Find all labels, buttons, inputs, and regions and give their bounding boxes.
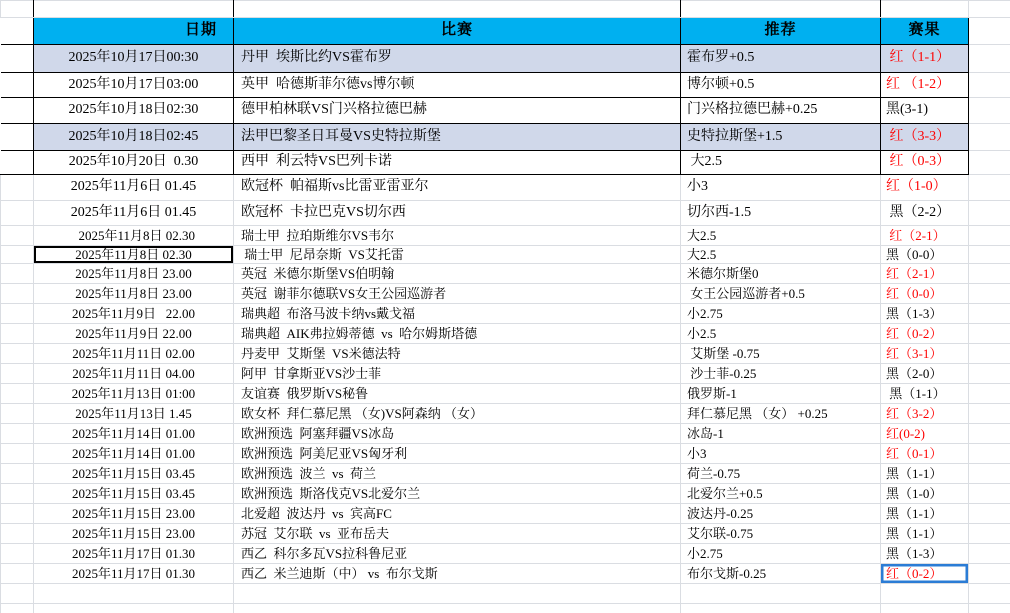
- result-cell[interactable]: 红(0-2): [881, 424, 969, 444]
- match-row: [1, 304, 1010, 324]
- match-cell[interactable]: 瑞典超 AIK弗拉姆蒂德 vs 哈尔姆斯塔德: [234, 324, 681, 344]
- date-cell[interactable]: 2025年11月14日 01.00: [34, 444, 234, 464]
- date-cell[interactable]: 2025年11月8日 23.00: [34, 264, 234, 284]
- header-row: [1, 18, 1010, 45]
- empty-cell[interactable]: [969, 524, 1010, 544]
- date-cell[interactable]: 2025年11月8日 02.30: [34, 246, 234, 264]
- empty-cell[interactable]: [969, 124, 1010, 151]
- empty-cell[interactable]: [34, 584, 234, 604]
- match-row: [1, 404, 1010, 424]
- empty-cell[interactable]: [969, 364, 1010, 384]
- tip-cell[interactable]: 冰岛-1: [681, 424, 881, 444]
- result-cell[interactable]: 红 （1-2）: [881, 73, 969, 98]
- empty-cell[interactable]: [881, 604, 969, 613]
- empty-cell[interactable]: [969, 98, 1010, 124]
- result-cell[interactable]: 黑（1-1）: [881, 384, 969, 404]
- date-cell[interactable]: 2025年10月20日 0.30: [34, 151, 234, 175]
- row-margin-cell[interactable]: [1, 264, 34, 284]
- result-cell[interactable]: 红（0-3）: [881, 151, 969, 175]
- header-match[interactable]: 比赛: [234, 18, 681, 45]
- tip-cell[interactable]: 布尔戈斯-0.25: [681, 564, 881, 584]
- row-margin-cell[interactable]: [1, 524, 34, 544]
- empty-cell[interactable]: [969, 324, 1010, 344]
- empty-cell[interactable]: [969, 384, 1010, 404]
- row-margin-cell[interactable]: [1, 45, 34, 73]
- empty-cell[interactable]: [234, 604, 681, 613]
- match-cell[interactable]: 瑞士甲 拉珀斯维尔VS韦尔: [234, 226, 681, 246]
- tip-cell[interactable]: 大2.5: [681, 151, 881, 175]
- match-row: [1, 364, 1010, 384]
- date-cell[interactable]: 2025年11月6日 01.45: [34, 201, 234, 226]
- cell-a-header[interactable]: [1, 18, 34, 45]
- empty-cell[interactable]: [234, 584, 681, 604]
- empty-cell[interactable]: [969, 151, 1010, 175]
- cell-date-top[interactable]: [34, 1, 234, 18]
- empty-cell[interactable]: [969, 584, 1010, 604]
- match-row: [1, 484, 1010, 504]
- result-cell[interactable]: 红（0-2）: [881, 324, 969, 344]
- empty-cell[interactable]: [881, 584, 969, 604]
- match-cell[interactable]: 苏冠 艾尔联 vs 亚布岳夫: [234, 524, 681, 544]
- result-cell[interactable]: 红（3-1）: [881, 344, 969, 364]
- cell-a-top[interactable]: [1, 1, 34, 18]
- date-cell[interactable]: 2025年11月8日 23.00: [34, 284, 234, 304]
- empty-cell[interactable]: [969, 504, 1010, 524]
- tip-cell[interactable]: 米德尔斯堡0: [681, 264, 881, 284]
- empty-cell[interactable]: [969, 604, 1010, 613]
- row-margin-cell[interactable]: [1, 444, 34, 464]
- row-margin-cell[interactable]: [1, 484, 34, 504]
- result-cell[interactable]: 红（2-1）: [881, 226, 969, 246]
- row-margin-cell[interactable]: [1, 304, 34, 324]
- match-cell[interactable]: 英冠 米德尔斯堡VS伯明翰: [234, 264, 681, 284]
- empty-row: [1, 604, 1010, 613]
- tip-cell[interactable]: 艾尔联-0.75: [681, 524, 881, 544]
- match-row: [1, 45, 1010, 73]
- empty-cell[interactable]: [681, 584, 881, 604]
- result-cell[interactable]: 黑（1-1）: [881, 504, 969, 524]
- result-cell[interactable]: 红（3-3）: [881, 124, 969, 151]
- match-row: [1, 344, 1010, 364]
- match-cell[interactable]: 法甲巴黎圣日耳曼VS史特拉斯堡: [234, 124, 681, 151]
- tip-cell[interactable]: 大2.5: [681, 246, 881, 264]
- empty-cell[interactable]: [969, 564, 1010, 584]
- empty-cell[interactable]: [969, 404, 1010, 424]
- date-cell[interactable]: 2025年11月13日 01:00: [34, 384, 234, 404]
- tip-cell[interactable]: 小2.5: [681, 324, 881, 344]
- header-result[interactable]: 赛果: [881, 18, 969, 45]
- tip-cell[interactable]: 霍布罗+0.5: [681, 45, 881, 73]
- row-margin-cell[interactable]: [1, 284, 34, 304]
- result-cell[interactable]: 黑（1-3）: [881, 304, 969, 324]
- match-row: [1, 424, 1010, 444]
- match-cell[interactable]: 英冠 谢菲尔德联VS女王公园巡游者: [234, 284, 681, 304]
- cell-f-header[interactable]: [969, 18, 1010, 45]
- match-row: [1, 175, 1010, 201]
- match-row: [1, 151, 1010, 175]
- date-cell[interactable]: 2025年10月17日00:30: [34, 45, 234, 73]
- empty-cell[interactable]: [969, 344, 1010, 364]
- result-cell[interactable]: 红（2-1）: [881, 264, 969, 284]
- match-row: [1, 464, 1010, 484]
- match-row: [1, 284, 1010, 304]
- result-cell[interactable]: 红（0-2）: [881, 564, 969, 584]
- tip-cell[interactable]: 博尔顿+0.5: [681, 73, 881, 98]
- date-cell[interactable]: 2025年11月15日 23.00: [34, 524, 234, 544]
- match-cell[interactable]: 丹麦甲 艾斯堡 VS米德法特: [234, 344, 681, 364]
- row-margin-cell[interactable]: [1, 73, 34, 98]
- match-cell[interactable]: 欧洲预选 波兰 vs 荷兰: [234, 464, 681, 484]
- empty-cell[interactable]: [969, 464, 1010, 484]
- match-cell[interactable]: 欧洲预选 斯洛伐克VS北爱尔兰: [234, 484, 681, 504]
- row-margin-cell[interactable]: [1, 201, 34, 226]
- date-cell[interactable]: 2025年11月17日 01.30: [34, 564, 234, 584]
- tip-cell[interactable]: 俄罗斯-1: [681, 384, 881, 404]
- empty-cell[interactable]: [969, 226, 1010, 246]
- empty-cell[interactable]: [969, 73, 1010, 98]
- result-cell[interactable]: 黑（0-0）: [881, 246, 969, 264]
- header-tip[interactable]: 推荐: [681, 18, 881, 45]
- date-cell[interactable]: 2025年11月15日 03.45: [34, 464, 234, 484]
- empty-cell[interactable]: [969, 304, 1010, 324]
- row-margin-cell[interactable]: [1, 424, 34, 444]
- date-cell[interactable]: 2025年11月15日 03.45: [34, 484, 234, 504]
- date-cell[interactable]: 2025年11月11日 02.00: [34, 344, 234, 364]
- match-row: [1, 264, 1010, 284]
- match-row: [1, 504, 1010, 524]
- match-cell[interactable]: 友谊赛 俄罗斯VS秘鲁: [234, 384, 681, 404]
- date-cell[interactable]: 2025年10月18日02:30: [34, 98, 234, 124]
- row-margin-cell[interactable]: [1, 124, 34, 151]
- row-margin-cell[interactable]: [1, 246, 34, 264]
- result-cell[interactable]: 黑（1-3）: [881, 544, 969, 564]
- match-cell[interactable]: 欧洲预选 阿塞拜疆VS冰岛: [234, 424, 681, 444]
- date-cell[interactable]: 2025年10月18日02:45: [34, 124, 234, 151]
- match-row: [1, 73, 1010, 98]
- cell-tip-top[interactable]: [681, 1, 881, 18]
- match-cell[interactable]: 西甲 利云特VS巴列卡诺: [234, 151, 681, 175]
- tip-cell[interactable]: 小3: [681, 444, 881, 464]
- match-row: [1, 564, 1010, 584]
- tip-cell[interactable]: 波达丹-0.25: [681, 504, 881, 524]
- match-row: [1, 98, 1010, 124]
- tip-cell[interactable]: 女王公园巡游者+0.5: [681, 284, 881, 304]
- empty-cell[interactable]: [969, 201, 1010, 226]
- cell-match-top[interactable]: [234, 1, 681, 18]
- result-cell[interactable]: 红（0-1）: [881, 444, 969, 464]
- date-cell[interactable]: 2025年11月9日 22.00: [34, 304, 234, 324]
- tip-cell[interactable]: 大2.5: [681, 226, 881, 246]
- tip-cell[interactable]: 荷兰-0.75: [681, 464, 881, 484]
- empty-cell[interactable]: [969, 544, 1010, 564]
- row-margin-cell[interactable]: [1, 175, 34, 201]
- date-cell[interactable]: 2025年11月8日 02.30: [34, 226, 234, 246]
- result-cell[interactable]: 红（1-1）: [881, 45, 969, 73]
- tip-cell[interactable]: 北爱尔兰+0.5: [681, 484, 881, 504]
- result-cell[interactable]: 红（0-0）: [881, 284, 969, 304]
- match-cell[interactable]: 欧冠杯 卡拉巴克VS切尔西: [234, 201, 681, 226]
- tip-cell[interactable]: 门兴格拉德巴赫+0.25: [681, 98, 881, 124]
- date-cell[interactable]: 2025年11月15日 23.00: [34, 504, 234, 524]
- empty-cell[interactable]: [969, 264, 1010, 284]
- match-row: [1, 544, 1010, 564]
- row-margin-cell[interactable]: [1, 151, 34, 175]
- row-margin-cell[interactable]: [1, 544, 34, 564]
- match-row: [1, 246, 1010, 264]
- match-cell[interactable]: 欧冠杯 帕福斯vs比雷亚雷亚尔: [234, 175, 681, 201]
- empty-cell[interactable]: [1, 604, 34, 613]
- tip-cell[interactable]: 小2.75: [681, 544, 881, 564]
- match-cell[interactable]: 西乙 米兰迪斯（中） vs 布尔戈斯: [234, 564, 681, 584]
- top-partial-row: [1, 1, 1010, 18]
- empty-cell[interactable]: [969, 424, 1010, 444]
- result-cell[interactable]: 黑（1-0）: [881, 484, 969, 504]
- tip-cell[interactable]: 小3: [681, 175, 881, 201]
- match-cell[interactable]: 瑞士甲 尼昂奈斯 VS艾托雷: [234, 246, 681, 264]
- result-cell[interactable]: 黑（1-1）: [881, 464, 969, 484]
- tip-cell[interactable]: 史特拉斯堡+1.5: [681, 124, 881, 151]
- result-cell[interactable]: 黑(3-1): [881, 98, 969, 124]
- empty-cell[interactable]: [34, 604, 234, 613]
- cell-result-top[interactable]: [881, 1, 969, 18]
- result-cell[interactable]: 黑（1-1）: [881, 524, 969, 544]
- empty-cell[interactable]: [969, 284, 1010, 304]
- tip-cell[interactable]: 切尔西-1.5: [681, 201, 881, 226]
- date-cell[interactable]: 2025年10月17日03:00: [34, 73, 234, 98]
- match-row: [1, 201, 1010, 226]
- match-cell[interactable]: 阿甲 甘拿斯亚VS沙士菲: [234, 364, 681, 384]
- tip-cell[interactable]: 沙士菲-0.25: [681, 364, 881, 384]
- result-cell[interactable]: 黑（2-2）: [881, 201, 969, 226]
- empty-cell[interactable]: [969, 175, 1010, 201]
- empty-cell[interactable]: [969, 444, 1010, 464]
- empty-cell[interactable]: [969, 45, 1010, 73]
- empty-cell[interactable]: [681, 604, 881, 613]
- match-row: [1, 324, 1010, 344]
- match-row: [1, 124, 1010, 151]
- tip-cell[interactable]: 拜仁慕尼黑 （女） +0.25: [681, 404, 881, 424]
- empty-cell[interactable]: [969, 484, 1010, 504]
- match-cell[interactable]: 欧女杯 拜仁慕尼黑 （女)VS阿森纳 （女）: [234, 404, 681, 424]
- match-row: [1, 444, 1010, 464]
- result-cell[interactable]: 黑（2-0）: [881, 364, 969, 384]
- match-row: [1, 384, 1010, 404]
- header-date[interactable]: 日期: [34, 18, 234, 45]
- row-margin-cell[interactable]: [1, 364, 34, 384]
- match-cell[interactable]: 西乙 科尔多瓦VS拉科鲁尼亚: [234, 544, 681, 564]
- date-cell[interactable]: 2025年11月6日 01.45: [34, 175, 234, 201]
- row-margin-cell[interactable]: [1, 464, 34, 484]
- result-cell[interactable]: 红（3-2）: [881, 404, 969, 424]
- row-margin-cell[interactable]: [1, 344, 34, 364]
- result-cell[interactable]: 红（1-0）: [881, 175, 969, 201]
- empty-cell[interactable]: [1, 584, 34, 604]
- date-cell[interactable]: 2025年11月17日 01.30: [34, 544, 234, 564]
- row-margin-cell[interactable]: [1, 226, 34, 246]
- tip-cell[interactable]: 艾斯堡 -0.75: [681, 344, 881, 364]
- row-margin-cell[interactable]: [1, 564, 34, 584]
- tip-cell[interactable]: 小2.75: [681, 304, 881, 324]
- empty-cell[interactable]: [969, 246, 1010, 264]
- empty-row: [1, 584, 1010, 604]
- date-cell[interactable]: 2025年11月14日 01.00: [34, 424, 234, 444]
- date-cell[interactable]: 2025年11月11日 04.00: [34, 364, 234, 384]
- row-margin-cell[interactable]: [1, 384, 34, 404]
- cell-f-top[interactable]: [969, 1, 1010, 18]
- match-cell[interactable]: 德甲柏林联VS门兴格拉德巴赫: [234, 98, 681, 124]
- date-cell[interactable]: 2025年11月9日 22.00: [34, 324, 234, 344]
- match-cell[interactable]: 瑞典超 布洛马波卡纳vs戴戈福: [234, 304, 681, 324]
- match-cell[interactable]: 欧洲预选 阿美尼亚VS匈牙利: [234, 444, 681, 464]
- row-margin-cell[interactable]: [1, 504, 34, 524]
- row-margin-cell[interactable]: [1, 324, 34, 344]
- match-row: [1, 226, 1010, 246]
- row-margin-cell[interactable]: [1, 404, 34, 424]
- match-row: [1, 524, 1010, 544]
- match-cell[interactable]: 丹甲 埃斯比约VS霍布罗: [234, 45, 681, 73]
- date-cell[interactable]: 2025年11月13日 1.45: [34, 404, 234, 424]
- match-cell[interactable]: 北爱超 波达丹 vs 宾高FC: [234, 504, 681, 524]
- row-margin-cell[interactable]: [1, 98, 34, 124]
- match-cell[interactable]: 英甲 哈德斯菲尔德vs博尔顿: [234, 73, 681, 98]
